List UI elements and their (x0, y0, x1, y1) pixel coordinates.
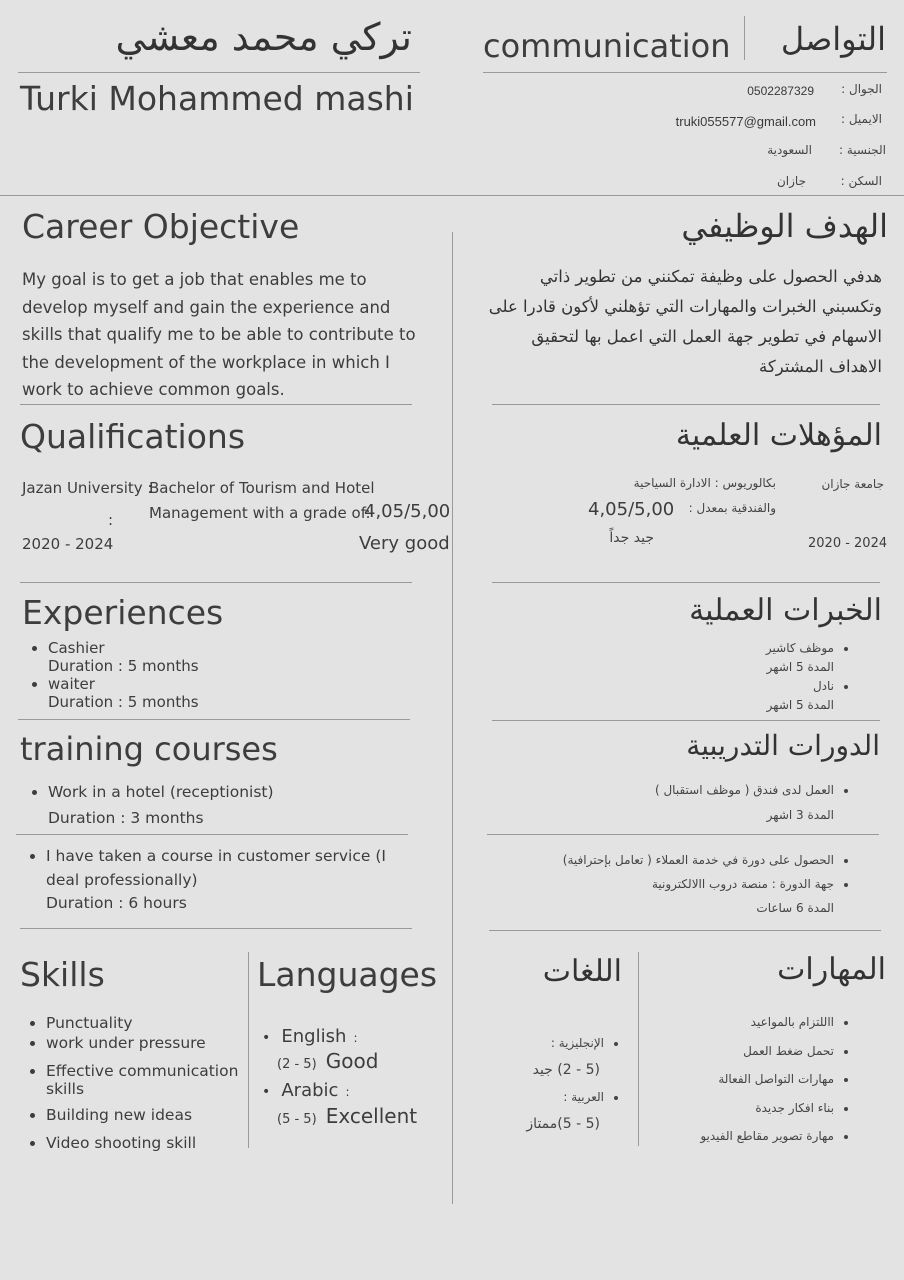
languages-list-ar (500, 1030, 626, 1138)
training-title-en: training courses (20, 730, 278, 768)
rating-en: Very good (359, 533, 450, 554)
divider (638, 952, 639, 1146)
grade-ar: 4,05/5,00 (588, 499, 675, 520)
years-ar: 2020 - 2024 (808, 536, 888, 551)
university-ar: جامعة جازان (821, 477, 884, 491)
language-score: (5 - 5) (277, 1112, 317, 1127)
divider (20, 582, 412, 583)
qualifications-title-ar: المؤهلات العلمية (675, 418, 882, 453)
degree-ar-line2: والفندقية بمعدل : (688, 501, 776, 515)
list-item: • Effective communication skills (46, 1062, 244, 1098)
degree-en-line1: Bachelor of Tourism and Hotel (149, 479, 375, 497)
divider (483, 72, 887, 73)
list-item: • العربية : (500, 1084, 604, 1111)
list-item: • Building new ideas (46, 1106, 244, 1124)
divider (248, 952, 249, 1148)
contact-nationality-label: الجنسية : (839, 143, 886, 157)
divider (20, 928, 412, 929)
contact-email-value[interactable]: truki055577@gmail.com (675, 114, 816, 129)
list-item: • مهارة تصوير مقاطع الفيديو (680, 1122, 834, 1151)
career-text-ar: هدفي الحصول على وظيفة تمكنني من تطوير ذاتي وتكسبني الخبرات والمهارات التي تؤهلني لأكون قادرا على الاسهام في تطوير جهة العمل التي اعمل بها لتحقيق الاهداف المشتركة (488, 267, 882, 376)
experiences-title-en: Experiences (22, 593, 224, 632)
experiences-list-ar (700, 639, 856, 715)
divider (16, 834, 408, 835)
career-title-en: Career Objective (22, 207, 300, 246)
list-item: • waiter Duration : 5 months (48, 675, 199, 711)
skills-list-ar (680, 1008, 856, 1151)
divider (18, 72, 420, 73)
list-item: (5 - 5)ممتاز (526, 1116, 600, 1132)
languages-title-en: Languages (257, 955, 438, 994)
qualifications-title-en: Qualifications (20, 417, 246, 456)
skills-list-en (20, 1014, 244, 1152)
skills-title-en: Skills (20, 955, 105, 994)
name-arabic: تركي محمد معشي (115, 15, 412, 59)
divider (20, 404, 412, 405)
languages-title-ar: اللغات (542, 954, 622, 989)
list-item: • الإنجليزية : (500, 1030, 604, 1057)
header-divider (0, 195, 904, 196)
degree-ar-line1: بكالوريوس : الادارة السياحية (633, 476, 776, 490)
column-divider (452, 232, 453, 1204)
language-english-level (277, 1049, 378, 1073)
divider (489, 930, 881, 931)
list-item: • Cashier Duration : 5 months (48, 639, 199, 675)
list-item: • مهارات التواصل الفعالة (680, 1065, 834, 1094)
university-en: Jazan University : (22, 479, 153, 497)
career-title-ar: الهدف الوظيفي (681, 207, 888, 245)
colon-en: : (108, 511, 114, 529)
divider (744, 16, 745, 60)
name-english: Turki Mohammed mashi (20, 79, 414, 118)
training-course1-ar (620, 778, 856, 828)
language-score: (2 - 5) (277, 1057, 317, 1072)
contact-phone-value[interactable]: 0502287329 (747, 84, 814, 98)
contact-email-label: الايميل : (840, 112, 882, 126)
contact-phone-label: الجوال : (841, 82, 882, 96)
list-item: • Punctuality (46, 1014, 244, 1032)
language-level: Good (325, 1049, 379, 1073)
training-title-ar: الدورات التدريبية (686, 729, 880, 762)
list-item: • العمل لدى فندق ( موظف استقبال ) المدة 3 اشهر (620, 778, 834, 828)
language-colon: : (353, 1031, 358, 1045)
training-course1-en (22, 779, 412, 831)
list-item: • الحصول على دورة في خدمة العملاء ( تعامل بإحترافية) (540, 848, 834, 872)
language-arabic-level (277, 1104, 417, 1128)
training-course2-en (20, 845, 410, 916)
rating-ar: جيد جداً (609, 530, 654, 546)
contact-residence-value: جازان (776, 174, 806, 188)
list-item: • نادل المدة 5 اشهر (700, 677, 834, 715)
list-item: • جهة الدورة : منصة دروب االالكترونية المدة 6 ساعات (540, 872, 834, 920)
contact-nationality-value: السعودية (767, 143, 812, 157)
training-course2-ar (540, 848, 856, 920)
language-arabic: • Arabic : (262, 1080, 350, 1101)
divider (492, 404, 880, 405)
language-label: Arabic (281, 1080, 339, 1101)
communication-title-ar: التواصل (780, 20, 886, 58)
degree-en-line2: Management with a grade of: (149, 504, 371, 522)
list-item: • تحمل ضغط العمل (680, 1037, 834, 1066)
list-item: • Work in a hotel (receptionist) Duration : 3 months (48, 779, 412, 831)
contact-residence-label: السكن : (840, 174, 882, 188)
list-item: (5 - 2) جيد (532, 1062, 600, 1078)
years-en: 2020 - 2024 (22, 535, 114, 553)
grade-en: 4,05/5,00 (364, 501, 451, 522)
list-item: • I have taken a course in customer service (I deal professionally) Duration : 6 hours (46, 845, 410, 916)
career-text-en: My goal is to get a job that enables me to develop myself and gain the experience and skills that qualify me to be able to contribute to the development of the workplace in which I work to achieve common goals. (22, 270, 416, 399)
list-item: • work under pressure (46, 1034, 244, 1052)
language-label: English (281, 1026, 347, 1047)
language-level: Excellent (325, 1104, 418, 1128)
divider (487, 834, 879, 835)
divider (492, 582, 880, 583)
skills-title-ar: المهارات (777, 952, 886, 987)
language-english: • English : (262, 1026, 358, 1047)
list-item: • االلتزام بالمواعيد (680, 1008, 834, 1037)
list-item: • Video shooting skill (46, 1134, 244, 1152)
language-colon: : (345, 1085, 350, 1099)
list-item: • موظف كاشير المدة 5 اشهر (700, 639, 834, 677)
communication-title-en: communication (483, 27, 731, 65)
experiences-list-en (22, 639, 199, 711)
divider (18, 719, 410, 720)
experiences-title-ar: الخبرات العملية (689, 593, 882, 628)
list-item: • بناء افكار جديدة (680, 1094, 834, 1123)
